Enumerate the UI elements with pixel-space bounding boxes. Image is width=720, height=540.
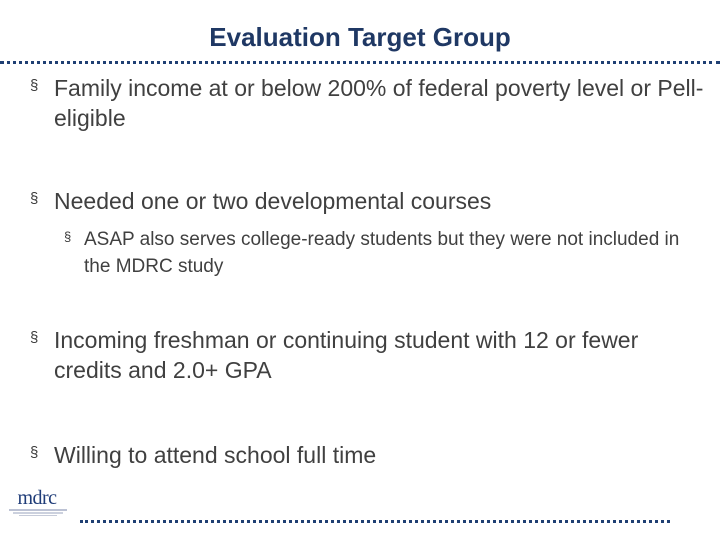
sub-bullet-marker-icon: § — [64, 229, 72, 244]
bullet-marker-icon: § — [30, 77, 39, 94]
mdrc-logo — [6, 489, 76, 517]
bullet-marker-icon: § — [30, 329, 39, 346]
bullet-text: Incoming freshman or continuing student with 12 or fewer credits and 2.0+ GPA — [54, 327, 639, 383]
sub-bullet-text: ASAP also serves college-ready students but they were not included in the MDRC study — [84, 229, 680, 277]
logo-tagline-lines — [9, 508, 67, 516]
bullet-marker-icon: § — [30, 190, 39, 207]
bullet-text: Willing to attend school full time — [54, 442, 377, 468]
top-dotted-divider — [0, 61, 720, 64]
bullet-text: Family income at or below 200% of federal poverty level or Pell-eligible — [54, 75, 704, 131]
logo-wordmark: mdrc — [17, 487, 57, 509]
bullet-text: Needed one or two developmental courses — [54, 188, 492, 214]
bottom-dotted-divider — [80, 520, 670, 523]
bullet-marker-icon: § — [30, 444, 39, 461]
slide-title: Evaluation Target Group — [209, 22, 511, 52]
